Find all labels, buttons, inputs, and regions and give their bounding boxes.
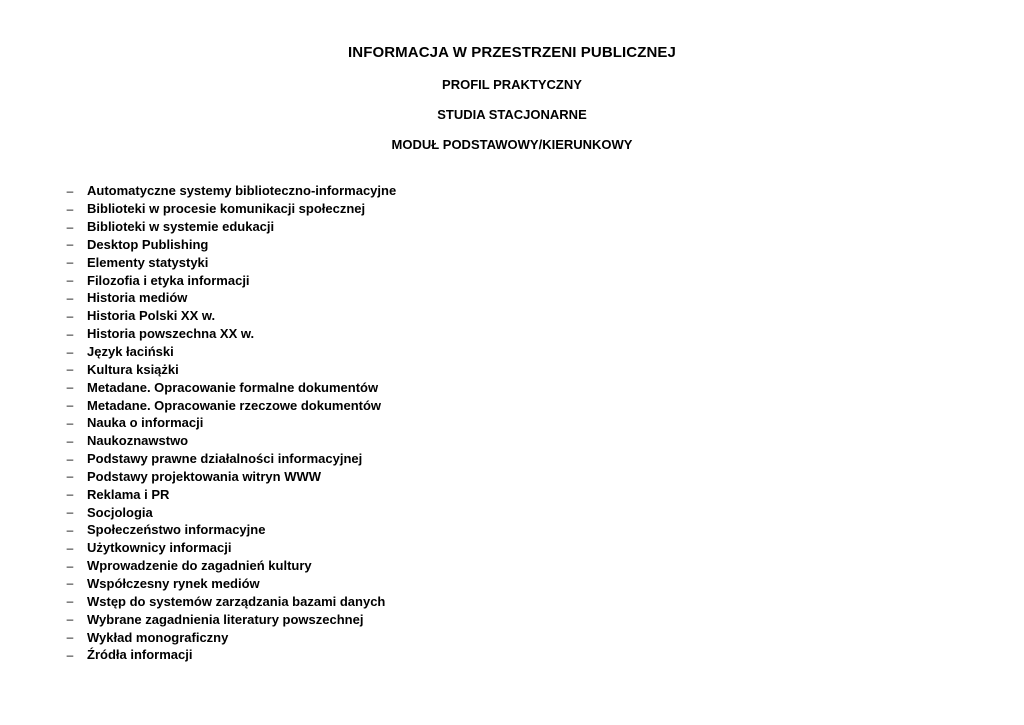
dash-bullet-icon: – xyxy=(66,540,74,555)
course-label: Nauka o informacji xyxy=(87,415,204,431)
dash-bullet-icon: – xyxy=(66,398,74,413)
list-item xyxy=(0,236,396,254)
list-item xyxy=(0,468,396,486)
list-item xyxy=(0,539,396,557)
list-item xyxy=(0,485,396,503)
course-label: Metadane. Opracowanie formalne dokumentów xyxy=(87,379,379,395)
list-item xyxy=(0,432,396,450)
course-label: Biblioteki w procesie komunikacji społecznej xyxy=(87,201,366,217)
course-label: Socjologia xyxy=(87,504,153,520)
course-label: Biblioteki w systemie edukacji xyxy=(87,219,275,235)
course-label: Historia Polski XX w. xyxy=(87,308,216,324)
dash-bullet-icon: – xyxy=(66,576,74,591)
course-label: Wykład monograficzny xyxy=(87,629,229,645)
course-label: Wybrane zagadnienia literatury powszechnej xyxy=(87,611,364,627)
course-label: Język łaciński xyxy=(87,344,174,360)
dash-bullet-icon: – xyxy=(66,594,74,609)
course-label: Źródła informacji xyxy=(87,647,193,663)
list-item xyxy=(0,646,396,664)
list-item xyxy=(0,521,396,539)
dash-bullet-icon: – xyxy=(66,487,74,502)
course-label: Wstęp do systemów zarządzania bazami danych xyxy=(87,593,386,609)
course-label: Automatyczne systemy biblioteczno-informacyjne xyxy=(87,183,397,199)
course-label: Użytkownicy informacji xyxy=(87,540,232,556)
list-item xyxy=(0,450,396,468)
list-item xyxy=(0,182,396,200)
course-label: Filozofia i etyka informacji xyxy=(87,272,250,288)
course-label: Współczesny rynek mediów xyxy=(87,575,260,591)
list-item xyxy=(0,592,396,610)
document-title: INFORMACJA W PRZESTRZENI PUBLICZNEJ xyxy=(348,44,676,61)
course-label: Naukoznawstwo xyxy=(87,433,189,449)
list-item xyxy=(0,414,396,432)
list-item xyxy=(0,289,396,307)
course-label: Reklama i PR xyxy=(87,486,170,502)
list-item xyxy=(0,218,396,236)
course-label: Elementy statystyki xyxy=(87,254,209,270)
list-item xyxy=(0,360,396,378)
dash-bullet-icon: – xyxy=(66,415,74,430)
dash-bullet-icon: – xyxy=(66,558,74,573)
course-list xyxy=(0,182,396,664)
dash-bullet-icon: – xyxy=(66,522,74,537)
course-label: Społeczeństwo informacyjne xyxy=(87,522,266,538)
dash-bullet-icon: – xyxy=(66,469,74,484)
dash-bullet-icon: – xyxy=(66,290,74,305)
list-item xyxy=(0,503,396,521)
dash-bullet-icon: – xyxy=(66,612,74,627)
course-label: Podstawy prawne działalności informacyjnej xyxy=(87,451,363,467)
module-heading: MODUŁ PODSTAWOWY/KIERUNKOWY xyxy=(391,137,633,152)
profile-heading: PROFIL PRAKTYCZNY xyxy=(442,77,582,92)
list-item xyxy=(0,200,396,218)
list-item xyxy=(0,271,396,289)
course-label: Wprowadzenie do zagadnień kultury xyxy=(87,558,312,574)
dash-bullet-icon: – xyxy=(66,630,74,645)
list-item xyxy=(0,343,396,361)
study-mode-heading: STUDIA STACJONARNE xyxy=(437,107,587,122)
dash-bullet-icon: – xyxy=(66,219,74,234)
course-label: Kultura książki xyxy=(87,361,179,377)
list-item xyxy=(0,325,396,343)
list-item xyxy=(0,396,396,414)
dash-bullet-icon: – xyxy=(66,273,74,288)
list-item xyxy=(0,628,396,646)
dash-bullet-icon: – xyxy=(66,308,74,323)
list-item xyxy=(0,557,396,575)
list-item xyxy=(0,575,396,593)
dash-bullet-icon: – xyxy=(66,451,74,466)
dash-bullet-icon: – xyxy=(66,647,74,662)
dash-bullet-icon: – xyxy=(66,201,74,216)
list-item xyxy=(0,307,396,325)
dash-bullet-icon: – xyxy=(66,362,74,377)
dash-bullet-icon: – xyxy=(66,505,74,520)
dash-bullet-icon: – xyxy=(66,326,74,341)
course-label: Historia mediów xyxy=(87,290,188,306)
dash-bullet-icon: – xyxy=(66,380,74,395)
course-label: Desktop Publishing xyxy=(87,236,209,252)
dash-bullet-icon: – xyxy=(66,433,74,448)
dash-bullet-icon: – xyxy=(66,255,74,270)
dash-bullet-icon: – xyxy=(66,183,74,198)
list-item xyxy=(0,253,396,271)
dash-bullet-icon: – xyxy=(66,237,74,252)
list-item xyxy=(0,610,396,628)
course-label: Historia powszechna XX w. xyxy=(87,326,255,342)
dash-bullet-icon: – xyxy=(66,344,74,359)
course-label: Podstawy projektowania witryn WWW xyxy=(87,468,322,484)
course-label: Metadane. Opracowanie rzeczowe dokumentów xyxy=(87,397,382,413)
list-item xyxy=(0,378,396,396)
